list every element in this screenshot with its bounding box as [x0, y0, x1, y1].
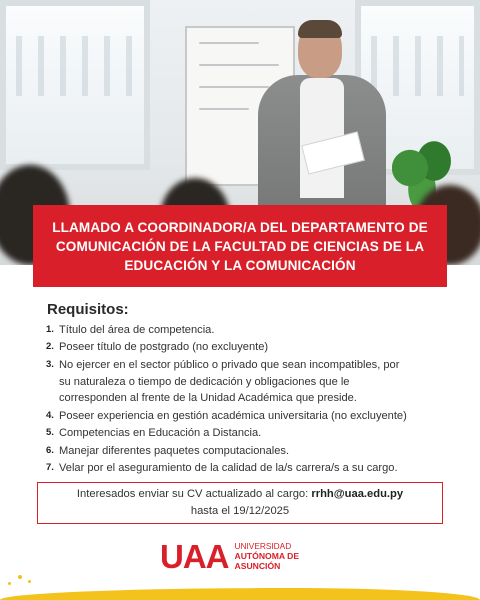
decor-dot	[28, 580, 31, 583]
logo-text: UNIVERSIDAD AUTÓNOMA DE ASUNCIÓN	[234, 541, 300, 571]
bottom-stripe	[0, 588, 480, 600]
list-item: 1. Título del área de competencia.	[46, 324, 215, 336]
list-item: 7. Velar por el aseguramiento de la calidad de la/s carrera/s a su cargo.	[46, 461, 398, 474]
list-item: 6. Manejar diferentes paquetes computacionales.	[46, 444, 290, 457]
uaa-logo	[160, 537, 299, 575]
list-item: 3. No ejercer en el sector público o privado que sean incompatibles, por su naturaleza o tiempo de dedicación y obligaciones que le corresponden al frente de la Unidad Académica que preside.	[46, 358, 400, 405]
decor-dot	[18, 575, 22, 579]
requirements-heading: Requisitos:	[47, 301, 129, 318]
banner-title: LLAMADO A COORDINADOR/A DEL DEPARTAMENTO DE COMUNICACIÓN DE LA FACULTAD DE CIENCIAS DE LA EDUCACIÓN Y LA COMUNICACIÓN	[52, 219, 428, 273]
list-item: 4. Poseer experiencia en gestión académica universitaria (no excluyente)	[46, 409, 407, 422]
contact-box	[37, 482, 443, 524]
window	[0, 0, 150, 170]
deadline-text: hasta el 19/12/2025	[190, 505, 290, 517]
contact-email[interactable]: rrhh@uaa.edu.py	[311, 488, 404, 500]
contact-text: Interesados enviar su CV actualizado al cargo:	[76, 488, 312, 500]
title-banner	[33, 205, 447, 287]
requirements-list	[46, 322, 446, 477]
list-item: 2. Poseer título de postgrado (no excluyente)	[46, 341, 269, 354]
logo-mark: UAA	[160, 537, 229, 575]
list-item: 5. Competencias en Educación a Distancia.	[46, 427, 262, 440]
decor-dot	[8, 582, 11, 585]
